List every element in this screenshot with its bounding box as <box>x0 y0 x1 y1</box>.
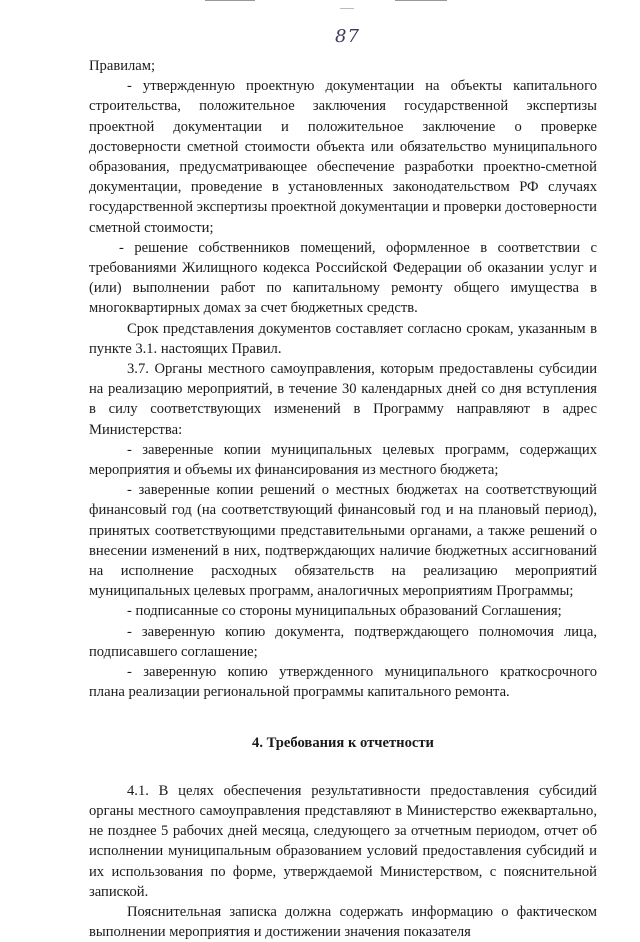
list-item: - заверенные копии муниципальных целевых программ, содержащих мероприятия и объемы их финансирования из местного бюджета; <box>89 441 597 479</box>
list-item: - заверенные копии решений о местных бюджетах на соответствующий финансовый год (на соответствующий финансовый год и на плановый период), принятых соответствующими представительными органами, а также решений о внесении изменений в них, подтверждающих наличие бюджетных ассигнований на исполнение расходных обязательств на реализацию мероприятий муниципальных целевых программ, аналогичных мероприятиям Программы; <box>89 482 597 600</box>
list-item: - заверенную копию утвержденного муниципального краткосрочного плана реализации региональной программы капитального ремонта. <box>89 664 597 701</box>
paragraph: 3.7. Органы местного самоуправления, которым предоставлены субсидии на реализацию мероприятий, в течение 30 календарных дней со дня вступления в силу соответствующих изменений в Программу направляют в адрес Министерства: <box>89 361 597 438</box>
list-item: - утвержденную проектную документации на объекты капитального строительства, положительное заключения государственной экспертизы проектной документации и положительное заключение о проверке достоверности сметной стоимости объекта или обязательство муниципального образования, предусматривающее обеспечение разработки проектно-сметной документации, проведение в установленных законодательством РФ случаях государственной экспертизы проектной документации и проверки достоверности сметной стоимости; <box>89 78 597 236</box>
top-edge-mark-mid <box>340 8 354 9</box>
paragraph: Срок представления документов составляет согласно срокам, указанным в пункте 3.1. настоящих Правил. <box>89 320 597 357</box>
paragraph: Правилам; <box>89 58 156 74</box>
list-item: - подписанные со стороны муниципальных образований Соглашения; <box>127 603 562 620</box>
list-item: - решение собственников помещений, оформленное в соответствии с требованиями Жилищного кодекса Российской Федерации об оказании услуг и (или) выполнении работ по капитальному ремонту общего имущества в многоквартирных домах за счет бюджетных средств. <box>89 239 597 317</box>
document-body <box>89 56 597 942</box>
list-item: - заверенную копию документа, подтверждающего полномочия лица, подписавшего соглашение; <box>89 623 597 660</box>
section-title: 4. Требования к отчетности <box>252 734 434 751</box>
paragraph: Пояснительная записка должна содержать информацию о фактическом выполнении мероприятия и достижении значения показателя <box>89 903 597 941</box>
paragraph: 4.1. В целях обеспечения результативности предоставления субсидий органы местного самоуправления представляют в Министерство ежеквартально, не позднее 5 рабочих дней месяца, следующего за отчетным периодом, отчет об исполнении муниципальным образованием условий предоставления субсидий и их использования по форме, утверждаемой Министерством, с пояснительной запиской. <box>89 782 597 900</box>
top-edge-mark-left <box>205 0 255 1</box>
handwritten-page-number: 87 <box>335 26 360 47</box>
top-edge-mark-right <box>395 0 447 1</box>
